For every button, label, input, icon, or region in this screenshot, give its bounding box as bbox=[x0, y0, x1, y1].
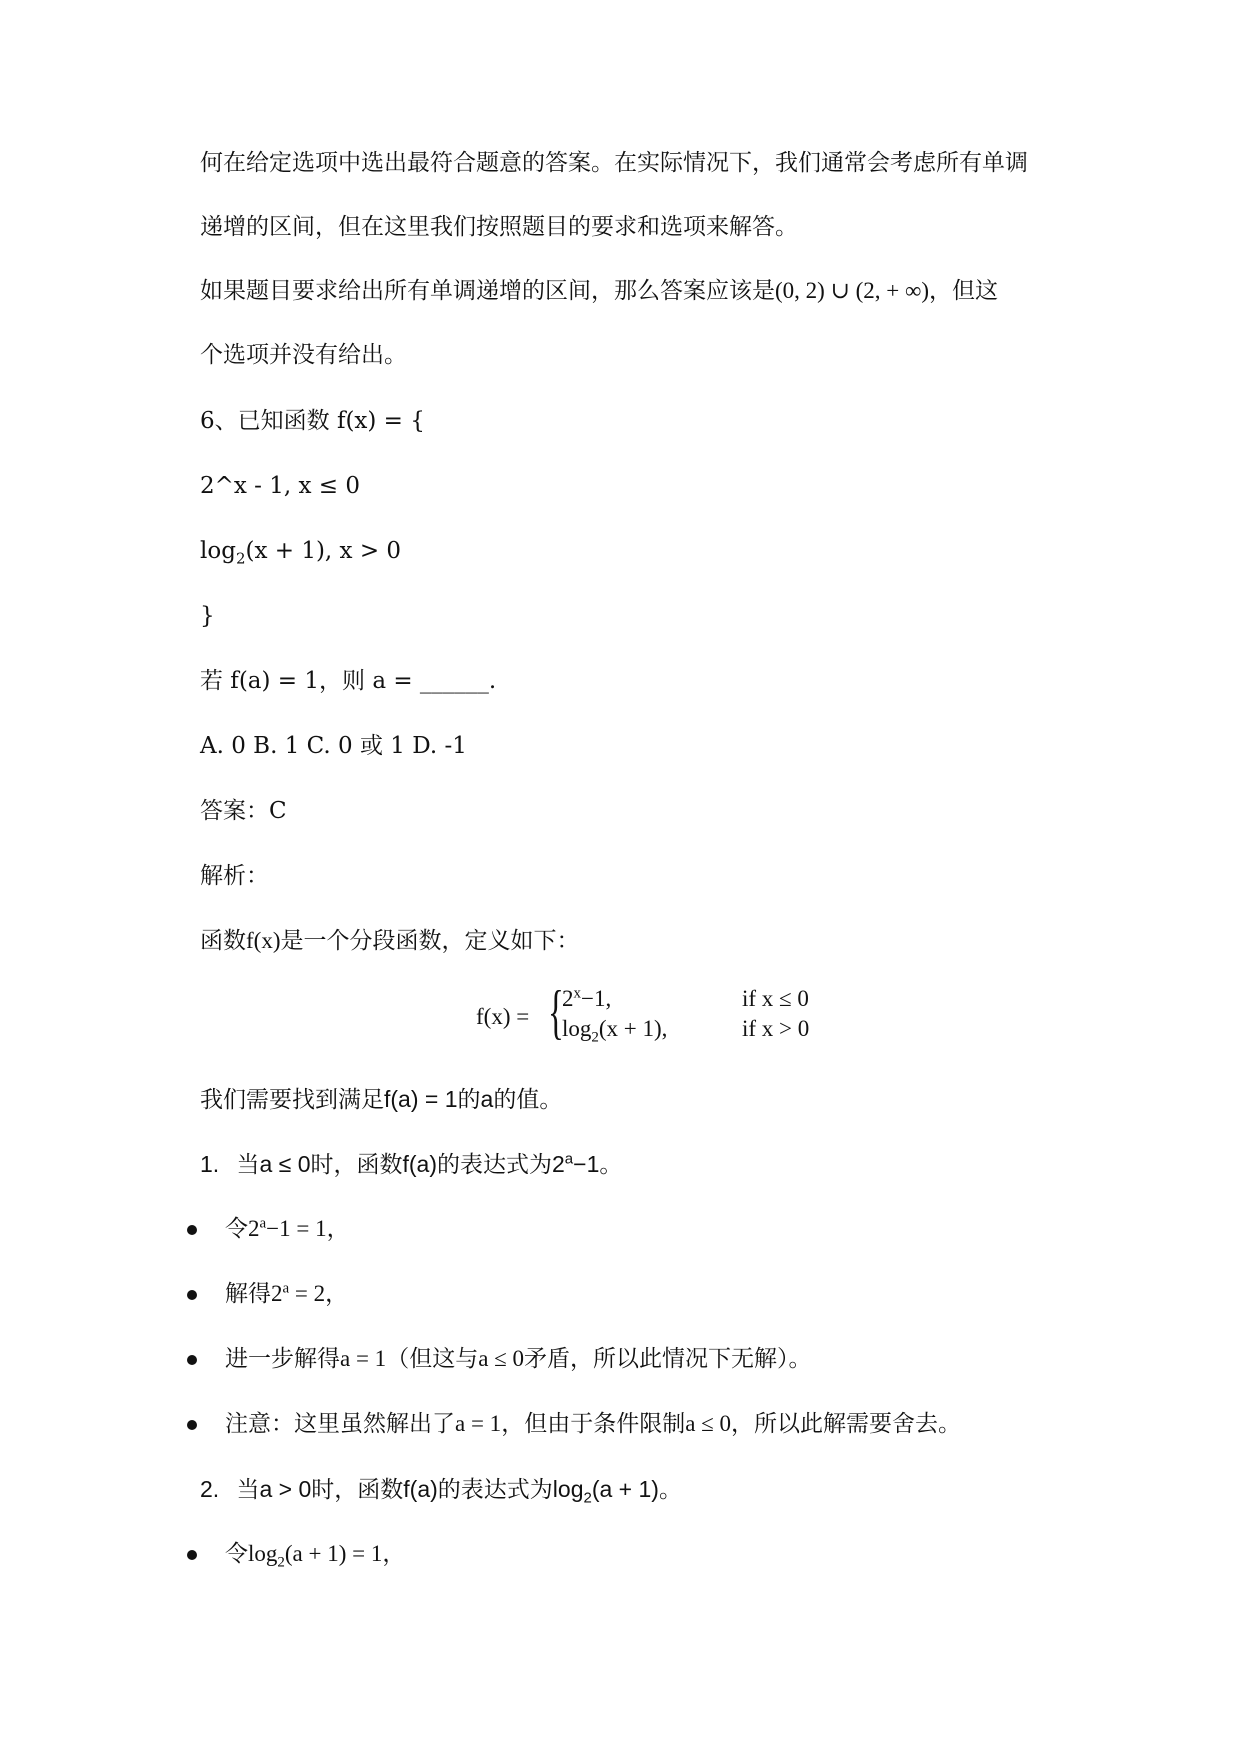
equation-lhs: f(x) = bbox=[476, 1004, 530, 1029]
equation-row-2 bbox=[562, 1016, 810, 1046]
text: 何在给定选项中选出最符合题意的答案。在实际情况下，我们通常会考虑所有单调 bbox=[200, 150, 1028, 176]
text: 令 bbox=[225, 1216, 248, 1242]
item-number: 1. bbox=[200, 1151, 220, 1177]
text: 的值。 bbox=[493, 1087, 563, 1113]
math-inline: (a + 1) bbox=[591, 1476, 659, 1502]
math-inline: f(x) bbox=[246, 928, 281, 953]
paragraph-line bbox=[200, 339, 407, 371]
math-inline: −1 = 1 bbox=[266, 1216, 327, 1241]
numbered-item-2 bbox=[200, 1473, 682, 1506]
text: 的表达式为 bbox=[437, 1477, 553, 1503]
math-inline: log bbox=[248, 1541, 278, 1566]
text: 令 bbox=[225, 1541, 248, 1567]
bullet-item bbox=[225, 1538, 405, 1570]
superscript: a bbox=[282, 1280, 290, 1297]
math-inline: f(a) = 1 bbox=[384, 1086, 458, 1112]
math-inline: log bbox=[552, 1476, 584, 1502]
answer-text: 答案：C bbox=[200, 798, 287, 824]
math-inline: 2 bbox=[271, 1281, 283, 1306]
superscript: a bbox=[259, 1215, 267, 1232]
math-inline: a bbox=[480, 1086, 494, 1112]
math-inline: (a + 1) = 1 bbox=[284, 1541, 383, 1566]
answer-line bbox=[200, 795, 287, 827]
superscript: a bbox=[564, 1150, 574, 1168]
text: ， bbox=[325, 1281, 349, 1307]
text: 我们需要找到满足 bbox=[200, 1087, 384, 1113]
paragraph-line bbox=[200, 1083, 562, 1115]
equation-row-1 bbox=[562, 985, 809, 1012]
bullet-item bbox=[225, 1213, 350, 1245]
math-inline: a = 1 bbox=[455, 1411, 502, 1436]
text: 如果题目要求给出所有单调递增的区间，那么答案应该是 bbox=[200, 278, 775, 304]
math-inline: 2 bbox=[552, 1151, 565, 1177]
text: ，但这 bbox=[929, 278, 999, 304]
question-line bbox=[200, 665, 496, 697]
text: 当 bbox=[236, 1152, 260, 1178]
question-condition: 若 f(a) = 1，则 a = ______. bbox=[200, 668, 497, 694]
text: −1, bbox=[581, 986, 612, 1011]
analysis-label bbox=[200, 860, 269, 892]
bullet-item bbox=[225, 1278, 348, 1310]
paragraph-line bbox=[200, 925, 579, 957]
math-inline: 2 bbox=[248, 1216, 260, 1241]
text: ，但由于条件限制 bbox=[501, 1411, 686, 1437]
text: (x + 1), bbox=[598, 1016, 668, 1041]
text: 2 bbox=[562, 986, 574, 1011]
question-line bbox=[200, 405, 425, 437]
options-text: A. 0 B. 1 C. 0 或 1 D. -1 bbox=[200, 733, 467, 759]
math-inline: a ≤ 0 bbox=[259, 1151, 311, 1177]
text: 注意：这里虽然解出了 bbox=[225, 1411, 455, 1437]
bullet-icon bbox=[187, 1420, 197, 1430]
answer-options bbox=[200, 730, 467, 762]
math-inline: (0, 2) ∪ (2, + ∞) bbox=[775, 278, 930, 303]
text: 。 bbox=[658, 1477, 682, 1503]
math-inline: a = 1 bbox=[340, 1346, 387, 1371]
paragraph-line bbox=[200, 147, 1028, 179]
brace: { bbox=[548, 979, 564, 1045]
math-inline: = 2 bbox=[289, 1281, 326, 1306]
math-inline: a ≤ 0 bbox=[478, 1346, 525, 1371]
math-inline: f(a) bbox=[403, 1476, 438, 1502]
text: （但这与 bbox=[386, 1346, 479, 1372]
question-line bbox=[200, 535, 401, 567]
superscript: x bbox=[573, 985, 581, 1002]
subscript: 2 bbox=[583, 1489, 592, 1507]
text: 的 bbox=[457, 1087, 481, 1113]
text: 递增的区间，但在这里我们按照题目的要求和选项来解答。 bbox=[200, 214, 798, 240]
text: 解析： bbox=[200, 863, 269, 889]
condition: if x ≤ 0 bbox=[742, 986, 809, 1011]
math-inline: a ≤ 0 bbox=[685, 1411, 732, 1436]
question-line bbox=[200, 470, 360, 502]
text: log bbox=[562, 1016, 592, 1041]
text: 时，函数 bbox=[310, 1152, 403, 1178]
text: 个选项并没有给出。 bbox=[200, 342, 407, 368]
text: ， bbox=[326, 1216, 350, 1242]
text: 函数 bbox=[200, 928, 246, 954]
text: 的表达式为 bbox=[437, 1152, 552, 1178]
paragraph-line bbox=[200, 275, 998, 307]
question-line bbox=[200, 600, 215, 632]
condition: if x > 0 bbox=[742, 1016, 810, 1041]
bullet-icon bbox=[187, 1550, 197, 1560]
text: 矛盾，所以此情况下无解）。 bbox=[524, 1346, 812, 1372]
paragraph-line bbox=[200, 211, 798, 243]
item-number: 2. bbox=[200, 1476, 220, 1502]
text: 进一步解得 bbox=[225, 1346, 340, 1372]
text: log bbox=[200, 538, 236, 564]
subscript: 2 bbox=[277, 1554, 285, 1571]
text: 。 bbox=[599, 1152, 623, 1178]
text: ， bbox=[382, 1541, 406, 1567]
bullet-item bbox=[225, 1408, 961, 1440]
math-inline: f(a) bbox=[402, 1151, 437, 1177]
bullet-icon bbox=[187, 1225, 197, 1235]
text: 时，函数 bbox=[311, 1477, 404, 1503]
bullet-icon bbox=[187, 1355, 197, 1365]
text: 是一个分段函数，定义如下： bbox=[280, 928, 580, 954]
bullet-icon bbox=[187, 1290, 197, 1300]
text: (x + 1), x > 0 bbox=[245, 538, 402, 564]
numbered-item-1 bbox=[200, 1148, 622, 1181]
math-inline: −1 bbox=[573, 1151, 600, 1177]
question-stem: 6、已知函数 f(x) = { bbox=[200, 408, 425, 434]
text: 解得 bbox=[225, 1281, 271, 1307]
piecewise-equation bbox=[476, 979, 836, 1056]
subscript: 2 bbox=[591, 1029, 599, 1046]
piece-1: 2^x - 1, x ≤ 0 bbox=[200, 473, 361, 499]
math-inline: a > 0 bbox=[259, 1476, 312, 1502]
closing-brace: } bbox=[200, 603, 215, 629]
bullet-item bbox=[225, 1343, 812, 1375]
subscript: 2 bbox=[235, 549, 246, 568]
text: 当 bbox=[236, 1477, 260, 1503]
text: ，所以此解需要舍去。 bbox=[731, 1411, 962, 1437]
